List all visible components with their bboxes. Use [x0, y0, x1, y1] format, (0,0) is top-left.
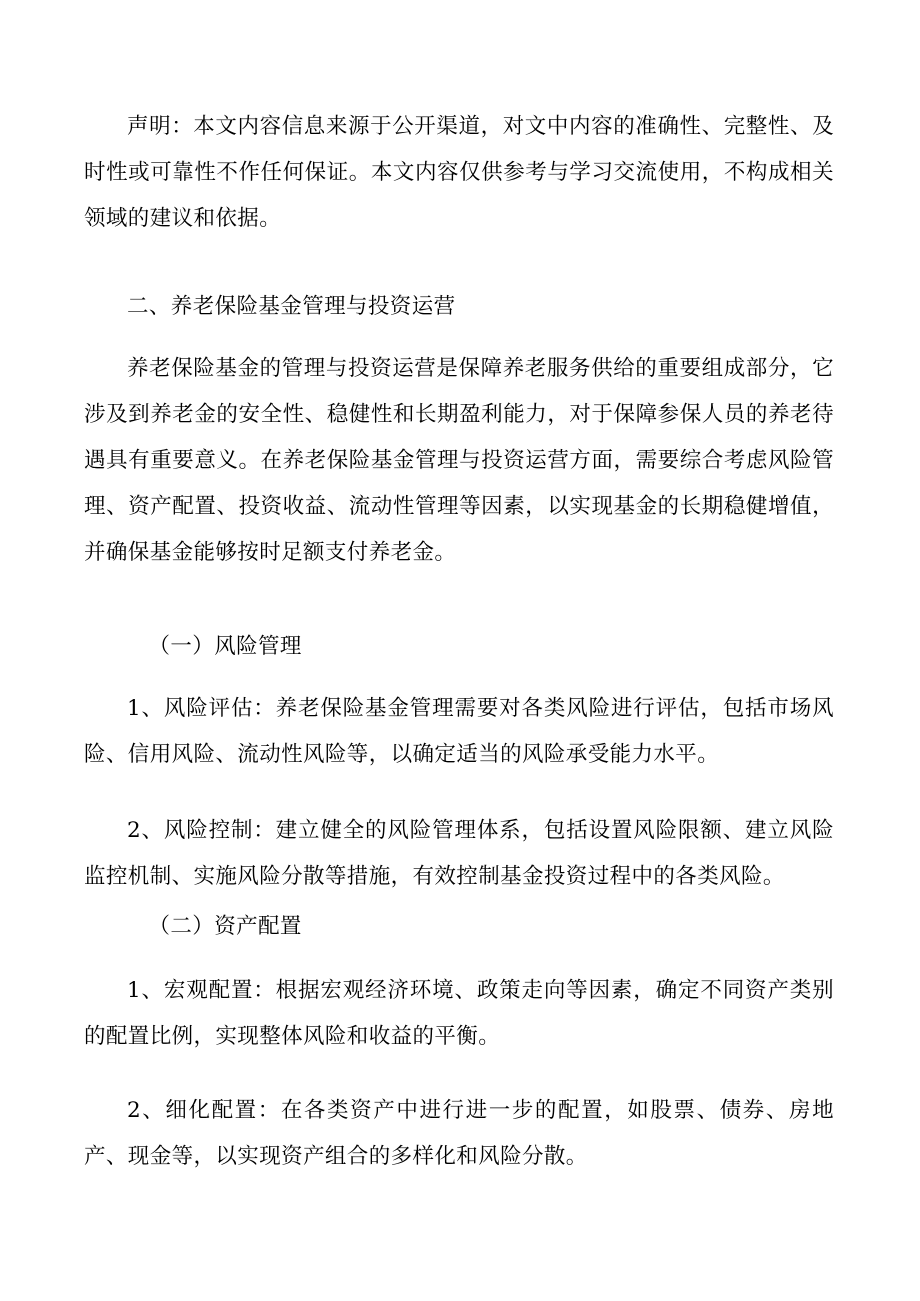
- risk-assessment-paragraph: 1、风险评估：养老保险基金管理需要对各类风险进行评估，包括市场风险、信用风险、流动性风险等，以确定适当的风险承受能力水平。: [84, 696, 834, 767]
- detailed-allocation-paragraph: 2、细化配置：在各类资产中进行进一步的配置，如股票、债券、房地产、现金等，以实现资产组合的多样化和风险分散。: [84, 1098, 834, 1169]
- section-title: 二、养老保险基金管理与投资运营: [127, 294, 456, 319]
- intro-paragraph: 养老保险基金的管理与投资运营是保障养老服务供给的重要组成部分，它涉及到养老金的安全性、稳健性和长期盈利能力，对于保障参保人员的养老待遇具有重要意义。在养老保险基金管理与投资运营方面，需要综合考虑风险管理、资产配置、投资收益、流动性管理等因素，以实现基金的长期稳健增值，并确保基金能够按时足额支付养老金。: [84, 356, 834, 565]
- subsection-title-asset-allocation: （二）资产配置: [148, 914, 302, 939]
- subsection-title-risk-management: （一）风险管理: [148, 634, 302, 659]
- risk-control-paragraph: 2、风险控制：建立健全的风险管理体系，包括设置风险限额、建立风险监控机制、实施风险分散等措施，有效控制基金投资过程中的各类风险。: [84, 818, 834, 889]
- disclaimer-paragraph: 声明：本文内容信息来源于公开渠道，对文中内容的准确性、完整性、及时性或可靠性不作任何保证。本文内容仅供参考与学习交流使用，不构成相关领域的建议和依据。: [84, 114, 834, 231]
- macro-allocation-paragraph: 1、宏观配置：根据宏观经济环境、政策走向等因素，确定不同资产类别的配置比例，实现整体风险和收益的平衡。: [84, 978, 834, 1049]
